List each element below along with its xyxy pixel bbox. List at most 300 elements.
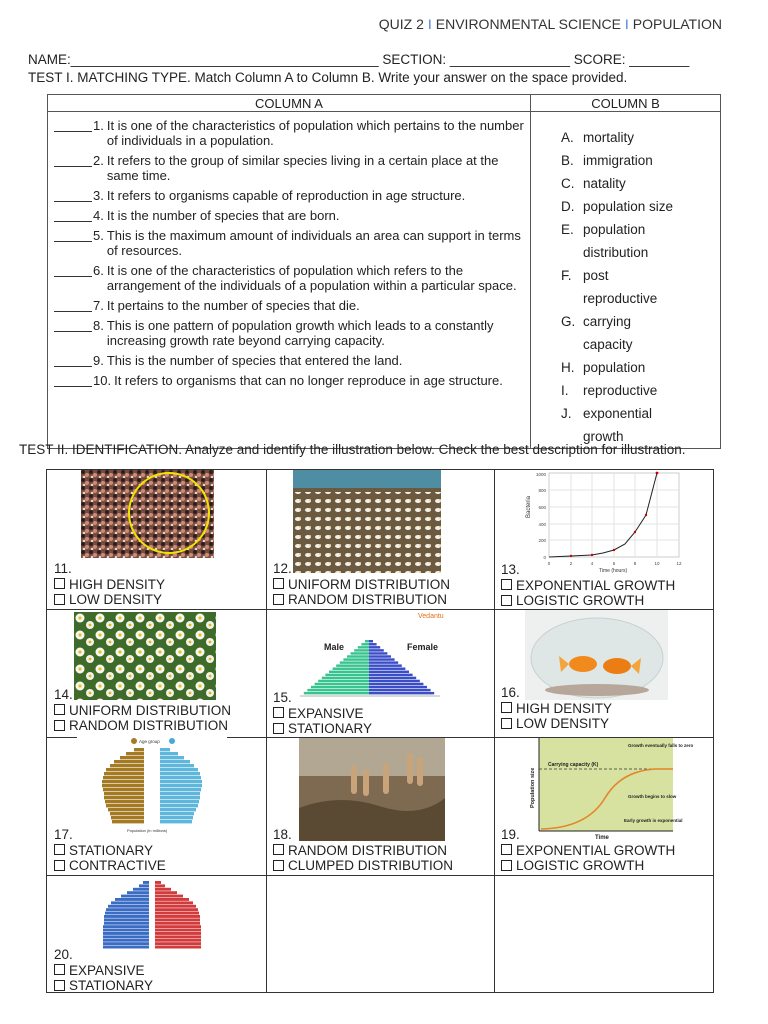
test2-instruction: TEST II. IDENTIFICATION. Analyze and identify the illustration below. Check the best description for illustration.	[19, 442, 686, 457]
pyramid-bar-female	[160, 792, 200, 795]
matching-item	[54, 188, 526, 203]
item-number: 15.	[273, 690, 292, 705]
pyramid-bar-male	[340, 661, 369, 663]
bacteria-growth-chart	[525, 470, 685, 574]
choice-label: EXPONENTIAL GROWTH	[516, 577, 676, 593]
checkbox[interactable]	[501, 595, 512, 606]
log-ylabel: Population size	[530, 767, 536, 808]
identification-item	[54, 687, 231, 734]
pyramid-bar-male	[127, 891, 149, 894]
pyramid-bar-male	[336, 664, 369, 666]
pyramid-bar-male	[106, 768, 144, 771]
pyramid-bar-male	[358, 646, 369, 648]
svg-text:8: 8	[633, 561, 637, 566]
choice-option[interactable]	[54, 577, 165, 593]
pyramid-bar-male	[112, 820, 144, 823]
pyramid-bar-female	[369, 658, 395, 660]
option-letter: B.	[561, 153, 574, 168]
pyramid-bar-female	[155, 912, 199, 915]
svg-text:12: 12	[676, 561, 682, 566]
answer-blank[interactable]	[54, 208, 92, 222]
pyramid-bar-male	[139, 884, 149, 887]
checkbox[interactable]	[501, 702, 512, 713]
pyramid-bar-female	[369, 649, 384, 651]
choice-label: CLUMPED DISTRIBUTION	[288, 858, 454, 873]
option-item	[561, 379, 716, 402]
pyramid-bar-male	[329, 671, 369, 673]
option-item	[561, 264, 716, 310]
svg-text:4: 4	[590, 561, 594, 566]
logistic-growth-chart	[525, 738, 694, 841]
matching-item	[54, 153, 526, 183]
svg-text:10: 10	[654, 561, 660, 566]
pyramid-bar-male	[365, 640, 369, 642]
svg-text:6: 6	[612, 561, 616, 566]
pyramid-bar-female	[155, 908, 198, 911]
identification-item	[54, 827, 166, 874]
pyr15-brand: Vedantu	[418, 613, 444, 620]
pyramid-bar-male	[104, 796, 144, 799]
choice-label: STATIONARY	[288, 721, 373, 736]
item-text: It refers to organisms that can no longer reproduce in age structure.	[114, 373, 503, 388]
choice-option[interactable]	[54, 978, 153, 994]
choice-option[interactable]	[501, 701, 612, 717]
pyramid-bar-male	[102, 784, 144, 787]
option-text: population	[583, 360, 646, 375]
answer-blank[interactable]	[54, 298, 92, 312]
pyramid-bar-male	[143, 881, 149, 884]
pyramid-bar-female	[160, 768, 198, 771]
checkbox[interactable]	[54, 704, 65, 715]
item-number: 20.	[54, 947, 73, 962]
pyramid-bar-female	[155, 935, 201, 938]
matching-item	[54, 228, 526, 258]
pyr17-xlabel: Population (in millions)	[127, 828, 168, 833]
choice-option[interactable]	[273, 858, 453, 874]
option-text: population size	[583, 199, 674, 214]
pyramid-bar-female	[369, 661, 398, 663]
item-number: 1.	[93, 118, 104, 133]
pyramid-bar-female	[160, 820, 192, 823]
identification-item	[273, 827, 453, 874]
population-pyramid-chart	[87, 877, 217, 957]
pyramid-bar-male	[104, 792, 144, 795]
checkbox[interactable]	[54, 720, 65, 731]
matching-item	[54, 208, 526, 223]
pyramid-bar-female	[160, 816, 193, 819]
option-item	[561, 310, 716, 356]
pyramid-bar-female	[155, 939, 201, 942]
pyr15-female: Female	[407, 642, 439, 652]
pyramid-bar-female	[160, 772, 200, 775]
log-note1: Growth eventually falls to zero	[628, 743, 694, 748]
pyramid-bar-male	[108, 808, 144, 811]
pyramid-bar-female	[160, 748, 170, 751]
checkbox[interactable]	[54, 578, 65, 589]
pyramid-bar-female	[160, 784, 202, 787]
pyramid-bar-male	[111, 901, 149, 904]
checkbox[interactable]	[54, 844, 65, 855]
pyramid-bar-male	[106, 908, 149, 911]
option-text: post reproductive	[583, 268, 658, 306]
identification-grid	[46, 469, 714, 993]
choice-label: LOW DENSITY	[69, 592, 163, 607]
pyramid-bar-female	[155, 898, 189, 901]
choice-option[interactable]	[54, 963, 153, 979]
pyramid-bar-male	[133, 888, 149, 891]
choice-option[interactable]	[501, 716, 612, 732]
pyramid-bar-female	[160, 808, 196, 811]
pyramid-bar-male	[111, 816, 144, 819]
item-number: 13.	[501, 562, 520, 577]
option-letter: A.	[561, 130, 574, 145]
identification-item	[273, 690, 372, 737]
header-separator: I	[427, 16, 432, 32]
item-text: It refers to organisms capable of reproduction in age structure.	[106, 188, 466, 203]
pyramid-bar-female	[160, 812, 194, 815]
option-text: exponential growth	[583, 406, 653, 444]
pyramid-bar-male	[343, 658, 369, 660]
checkbox[interactable]	[273, 860, 284, 871]
bacteria-xlabel: Time (hours)	[599, 568, 628, 574]
pyramid-bar-female	[369, 671, 409, 673]
choice-option[interactable]	[273, 592, 450, 608]
column-b-options	[531, 112, 721, 449]
choice-option[interactable]	[501, 858, 675, 874]
pyramid-bar-female	[160, 804, 198, 807]
pyramid-bar-male	[333, 668, 369, 670]
pyramid-bar-female	[160, 752, 178, 755]
choice-label: RANDOM DISTRIBUTION	[288, 842, 448, 858]
column-a-items	[48, 112, 531, 449]
pyramid-bar-female	[160, 788, 201, 791]
item-text: It is one of the characteristics of population which pertains to the number of individuals in a population.	[106, 118, 524, 148]
answer-blank[interactable]	[54, 188, 92, 202]
pyramid-bar-male	[120, 756, 144, 759]
pyramid-bar-male	[311, 686, 369, 688]
pyramid-bar-female	[155, 884, 165, 887]
svg-text:200: 200	[538, 538, 546, 543]
matching-item	[54, 318, 526, 348]
pyramid-bar-female	[369, 689, 431, 691]
option-letter: E.	[561, 222, 574, 237]
item-number: 10.	[93, 373, 112, 388]
choice-option[interactable]	[273, 721, 372, 737]
choice-label: HIGH DENSITY	[69, 576, 166, 592]
answer-blank[interactable]	[54, 318, 92, 332]
pyramid-bar-male	[126, 752, 144, 755]
log-note2: Growth begins to slow	[628, 794, 677, 799]
pyramid-bar-female	[155, 942, 201, 945]
choice-label: UNIFORM DISTRIBUTION	[69, 702, 231, 718]
option-letter: G.	[561, 314, 576, 329]
pyramid-bar-female	[369, 683, 423, 685]
matching-item	[54, 263, 526, 293]
matching-item	[54, 298, 526, 313]
choice-label: EXPANSIVE	[288, 705, 364, 721]
log-xlabel: Time	[595, 835, 609, 841]
pyramid-bar-female	[155, 888, 171, 891]
pyramid-bar-male	[103, 788, 144, 791]
item-number: 14.	[54, 687, 73, 702]
answer-blank[interactable]	[54, 373, 92, 387]
choice-option[interactable]	[54, 718, 231, 734]
option-item	[561, 149, 716, 172]
choice-label: HIGH DENSITY	[516, 700, 613, 716]
checkbox[interactable]	[273, 578, 284, 589]
choice-option[interactable]	[273, 843, 453, 859]
option-letter: C.	[561, 176, 575, 191]
pyramid-bar-male	[102, 780, 144, 783]
svg-text:0: 0	[543, 555, 546, 560]
item-text: It is the number of species that are born.	[106, 208, 340, 223]
item-number: 7.	[93, 298, 104, 313]
pyramid-bar-male	[361, 643, 369, 645]
checkbox[interactable]	[273, 707, 284, 718]
option-text: natality	[583, 176, 626, 191]
choice-label: UNIFORM DISTRIBUTION	[288, 576, 450, 592]
quiz-label: QUIZ 2	[378, 16, 424, 32]
header-separator: I	[624, 16, 629, 32]
pyramid-bar-female	[369, 664, 402, 666]
pyramid-bar-male	[106, 804, 144, 807]
student-info-line[interactable]: NAME:_________________________________________ SECTION: ________________ SCORE: ________	[28, 52, 690, 67]
checkbox[interactable]	[501, 718, 512, 729]
pyramid-bar-female	[155, 929, 201, 932]
pyramid-bar-male	[114, 760, 144, 763]
seabird-colony-photo	[293, 470, 441, 573]
checkbox[interactable]	[54, 860, 65, 871]
pyramid-bar-female	[155, 901, 193, 904]
choice-option[interactable]	[501, 578, 675, 594]
pyramid-bar-male	[104, 922, 149, 925]
option-item	[561, 126, 716, 149]
option-text: reproductive	[583, 383, 658, 398]
svg-text:400: 400	[538, 522, 546, 527]
pyramid-bar-female	[160, 756, 184, 759]
pyramid-bar-female	[369, 674, 413, 676]
checkbox[interactable]	[54, 594, 65, 605]
choice-option[interactable]	[54, 703, 231, 719]
pyramid-bar-female	[155, 905, 196, 908]
item-text: This is the maximum amount of individuals an area can support in terms of resources.	[106, 228, 521, 258]
test1-instruction: TEST I. MATCHING TYPE. Match Column A to Column B. Write your answer on the space provided.	[28, 70, 628, 85]
pyramid-bar-female	[369, 652, 387, 654]
topic-label: POPULATION	[632, 16, 722, 32]
pyramid-bar-male	[318, 680, 369, 682]
option-text: immigration	[583, 153, 653, 168]
item-text: It pertains to the number of species that die.	[106, 298, 360, 313]
pyramid-bar-male	[103, 932, 149, 935]
option-letter: J.	[561, 406, 572, 421]
checkbox[interactable]	[54, 980, 65, 991]
pyramid-bar-male	[104, 772, 144, 775]
checkbox[interactable]	[273, 723, 284, 734]
pyramid-bar-female	[160, 796, 200, 799]
matching-item	[54, 353, 526, 368]
answer-blank[interactable]	[54, 228, 92, 242]
choice-label: STATIONARY	[69, 978, 154, 993]
choice-label: CONTRACTIVE	[69, 858, 166, 873]
pyramid-bar-male	[108, 905, 149, 908]
item-number: 11.	[54, 561, 72, 576]
identification-item	[54, 947, 153, 994]
item-number: 8.	[93, 318, 104, 333]
svg-text:2: 2	[569, 561, 573, 566]
pyramid-bar-female	[369, 643, 377, 645]
svg-text:1000: 1000	[535, 472, 546, 477]
choice-label: RANDOM DISTRIBUTION	[69, 718, 229, 733]
item-number: 19.	[501, 827, 520, 842]
pyramid-bar-male	[322, 677, 369, 679]
column-b-header: COLUMN B	[531, 95, 721, 112]
answer-blank[interactable]	[54, 263, 92, 277]
matching-item	[54, 373, 526, 388]
identification-item	[501, 562, 675, 609]
pyramid-bar-female	[369, 668, 405, 670]
option-item	[561, 218, 716, 264]
choice-option[interactable]	[501, 593, 675, 609]
log-note3: Early growth is exponential	[624, 818, 683, 823]
item-number: 17.	[54, 827, 73, 842]
crowd-photo	[81, 470, 214, 558]
choice-label: LOGISTIC GROWTH	[516, 858, 645, 873]
answer-blank[interactable]	[54, 118, 92, 132]
pyramid-bar-male	[110, 812, 144, 815]
checkbox[interactable]	[501, 860, 512, 871]
pyramid-bar-female	[155, 895, 183, 898]
option-text: carrying capacity	[583, 314, 633, 352]
identification-item	[501, 685, 612, 732]
choice-label: LOW DENSITY	[516, 716, 610, 731]
choice-label: LOGISTIC GROWTH	[516, 593, 645, 608]
pyr17-agegroup: Age group	[139, 739, 160, 744]
pyramid-bar-female	[369, 640, 373, 642]
answer-blank[interactable]	[54, 153, 92, 167]
item-number: 6.	[93, 263, 104, 278]
expansive-pyramid-chart	[290, 610, 448, 702]
pyramid-bar-female	[160, 780, 202, 783]
choice-label: EXPANSIVE	[69, 962, 145, 978]
pyramid-bar-male	[104, 918, 149, 921]
choice-label: EXPONENTIAL GROWTH	[516, 842, 676, 858]
meerkats-photo	[299, 738, 445, 841]
pyramid-bar-female	[160, 776, 201, 779]
pyramid-bar-male	[351, 652, 369, 654]
stationary-pyramid-chart	[77, 736, 227, 834]
pyramid-bar-female	[155, 946, 201, 949]
option-letter: I.	[561, 383, 569, 398]
pyramid-bar-female	[155, 881, 161, 884]
pyramid-bar-male	[105, 800, 144, 803]
item-number: 12.	[273, 561, 292, 576]
bacteria-ylabel: Bacteria	[526, 495, 532, 518]
option-letter: H.	[561, 360, 575, 375]
pyramid-bar-female	[369, 646, 380, 648]
checkbox[interactable]	[273, 844, 284, 855]
svg-text:600: 600	[538, 505, 546, 510]
item-text: This is the number of species that entered the land.	[106, 353, 403, 368]
pyramid-bar-male	[347, 655, 369, 657]
matching-item	[54, 118, 526, 148]
pyramid-bar-female	[369, 680, 420, 682]
option-item	[561, 195, 716, 218]
pyramid-bar-female	[369, 686, 427, 688]
pyr15-male: Male	[324, 642, 345, 652]
pyramid-bar-male	[325, 674, 369, 676]
item-text: It is one of the characteristics of population which refers to the arrangement of the individuals of a population within a particular space.	[106, 263, 517, 293]
option-letter: D.	[561, 199, 575, 214]
item-number: 9.	[93, 353, 104, 368]
pyramid-bar-female	[160, 760, 190, 763]
answer-blank[interactable]	[54, 353, 92, 367]
identification-item	[501, 827, 675, 874]
pyramid-bar-male	[121, 895, 149, 898]
pyramid-bar-female	[160, 764, 194, 767]
pyramid-bar-female	[155, 922, 200, 925]
svg-text:800: 800	[538, 488, 546, 493]
choice-option[interactable]	[54, 858, 166, 874]
identification-item	[273, 561, 450, 608]
item-number: 2.	[93, 153, 104, 168]
choice-label: RANDOM DISTRIBUTION	[288, 592, 448, 607]
pyramid-bar-female	[155, 925, 201, 928]
subject-label: ENVIRONMENTAL SCIENCE	[435, 16, 621, 32]
pyramid-bar-male	[103, 935, 149, 938]
pyramid-bar-female	[155, 918, 200, 921]
item-number: 4.	[93, 208, 104, 223]
pyramid-bar-male	[103, 939, 149, 942]
pyramid-bar-female	[155, 932, 201, 935]
log-k: Carrying capacity (K)	[548, 762, 599, 768]
pyramid-bar-male	[103, 925, 149, 928]
checkbox[interactable]	[273, 594, 284, 605]
pyramid-bar-male	[134, 748, 144, 751]
pyramid-bar-male	[103, 929, 149, 932]
choice-option[interactable]	[273, 706, 372, 722]
choice-option[interactable]	[54, 843, 166, 859]
pyramid-bar-male	[115, 898, 149, 901]
identification-item	[54, 561, 165, 608]
column-a-header: COLUMN A	[48, 95, 531, 112]
choice-label: STATIONARY	[69, 842, 154, 858]
option-text: population distribution	[583, 222, 649, 260]
option-letter: F.	[561, 268, 572, 283]
pyramid-bar-male	[110, 764, 144, 767]
item-number: 18.	[273, 827, 292, 842]
pyramid-bar-female	[155, 891, 177, 894]
matching-table	[47, 94, 721, 449]
checkbox[interactable]	[501, 844, 512, 855]
pyramid-bar-female	[369, 655, 391, 657]
choice-option[interactable]	[501, 843, 675, 859]
item-number: 16.	[501, 685, 520, 700]
option-item	[561, 356, 716, 379]
quiz-header	[379, 16, 722, 32]
pyramid-bar-male	[105, 912, 149, 915]
pyramid-bar-female	[160, 800, 199, 803]
choice-option[interactable]	[54, 592, 165, 608]
item-number: 3.	[93, 188, 104, 203]
option-item	[561, 172, 716, 195]
pyramid-bar-male	[315, 683, 369, 685]
pyramid-bar-male	[104, 915, 149, 918]
choice-option[interactable]	[273, 577, 450, 593]
checkbox[interactable]	[54, 964, 65, 975]
pyramid-bar-female	[155, 915, 200, 918]
checkbox[interactable]	[501, 579, 512, 590]
pyramid-bar-female	[369, 677, 416, 679]
